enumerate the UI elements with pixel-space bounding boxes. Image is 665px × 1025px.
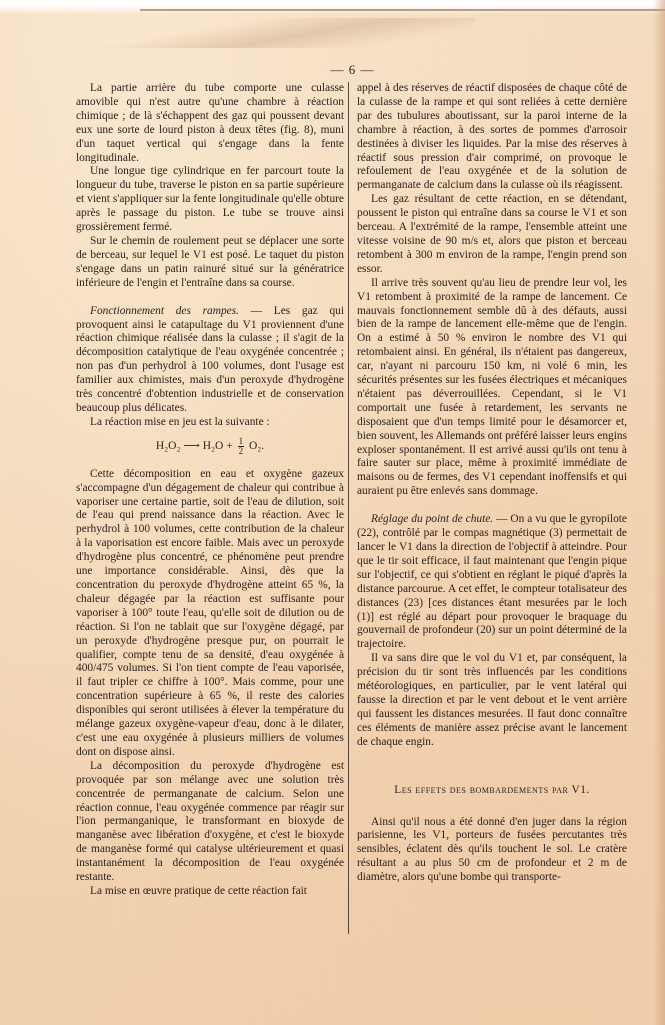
- run-in-heading: Fonctionnement des rampes.: [90, 304, 239, 317]
- fraction: [238, 437, 245, 456]
- equation-rhs-oxygen: O₂.: [248, 439, 265, 452]
- paragraph-body: — On a vu que le gyropilote (22), contrôlé par le compas magnétique (3) permettait de lancer le V1 dans la direction de l'objectif à atteindre. Pour que le tir soit efficace, il faut maintenant que l'engin pique sur l'objectif, ce qui s'obtient en réglant le piqué d'après la distance parcourue. A cet effet, le compteur totalisateur des distances (23) [ces distances étant mesurées par le loch (1)] est réglé au départ pour provoquer le braquage du gouvernail de profondeur (20) sur un point déterminé de la trajectoire.: [357, 513, 627, 651]
- equation-lhs: H₂O₂: [155, 439, 181, 452]
- paragraph: Une longue tige cylindrique en fer parcourt toute la longueur du tube, traverse le piston en sa partie supérieure et vient s'appliquer sur la fente longitudinale qu'elle obture après le passage du piston. Le tube se trouve ainsi grossièrement fermé.: [76, 165, 344, 234]
- chemical-equation: [76, 437, 344, 456]
- column-divider: [348, 82, 349, 934]
- run-in-heading: Réglage du point de chute.: [371, 513, 494, 526]
- paragraph: Cette décomposition en eau et oxygène gazeux s'accompagne d'un dégagement de chaleur qui contribue à vaporiser une certaine partie, soit de l'eau de dilution, soit de l'eau qui prend naissance dans la réaction. Avec le perhydrol à 100 volumes, cette contribution de la chaleur à la vaporisation est encore faible. Mais avec un peroxyde d'hydrogène plus concentré, ce phénomène peut prendre une importance considérable. Ainsi, dès que la concentration du peroxyde d'hydrogène atteint 65 %, la chaleur dégagée par la réaction est suffisante pour vaporiser à 100° toute l'eau, qu'elle soit de dilution ou de réaction. Si l'on ne tablait que sur l'oxygène dégagé, par un peroxyde d'hydrogène presque pur, on pourrait le qualifier, compte tenu de sa densité, d'eau oxygénée à 400/475 volumes. Si l'on tient compte de l'eau vaporisée, il faut tripler ce chiffre à 100°. Mais comme, pour une concentration supérieure à 65 %, il reste des calories disponibles qui seront utilisées à élever la température du mélange gazeux oxygène-vapeur d'eau, donc à le dilater, c'est une eau oxygénée à plusieurs milliers de volumes dont on dispose ainsi.: [76, 467, 344, 758]
- paper-fold-shadow: [95, 18, 475, 48]
- section-heading: Les effets des bombardements par V1.: [394, 783, 590, 796]
- paragraph: La réaction mise en jeu est la suivante :: [90, 415, 270, 428]
- page-top-edge: [0, 0, 665, 14]
- paragraph: Sur le chemin de roulement peut se déplacer une sorte de berceau, sur lequel le V1 est posé. Le taquet du piston s'engage dans un patin rainuré situé sur la génératrice inférieure de l'engin et l'entraîne dans sa course.: [76, 234, 344, 289]
- paragraph: Il arrive très souvent qu'au lieu de prendre leur vol, les V1 retombent à proximité de la rampe de lancement. Ce mauvais fonctionnement semble dû à des défauts, aussi bien de la rampe de lancement elle-même que de l'engin. On a estimé à 50 % environ le nombre des V1 qui retombaient ainsi. En général, ils n'étaient pas dangereux, car, n'ayant ni parcouru 150 km, ni volé 6 min, les sécurités présentes sur les fusées électriques et mécaniques n'étaient pas déverrouillées. Cependant, si le V1 comportait une fusée à retardement, les servants ne disposaient que d'un temps limité pour le désamorcer et, bien souvent, les Allemands ont préféré laisser leurs engins exploser spontanément. Il est arrivé aussi qu'ils ont tenu à faire sauter sur place, même à proximité immédiate de maisons ou de fermes, des V1 cependant inoffensifs et qui auraient pu être enlevés sans dommage.: [357, 276, 627, 498]
- paragraph-reglage: [357, 513, 627, 652]
- equation-rhs: H₂O +: [202, 439, 233, 452]
- paragraph: Ainsi qu'il nous a été donné d'en juger dans la région parisienne, les V1, porteurs de fusées percutantes très sensibles, éclatent dès qu'ils touchent le sol. Le cratère résultant a au plus 50 cm de profondeur et 2 m de diamètre, alors qu'une bombe qui transporte-: [357, 815, 627, 884]
- paragraph-rampes: [76, 305, 344, 416]
- paragraph: Il va sans dire que le vol du V1 et, par conséquent, la précision du tir sont très influencés par les conditions météorologiques, en particulier, par le vent latéral qui fausse la direction et par le vent debout et le vent arrière qui faussent les distances mesurées. Il faut donc connaître ces éléments de manière assez précise avant le lancement de chaque engin.: [357, 652, 627, 748]
- paragraph-body: — Les gaz qui provoquent ainsi le catapultage du V1 proviennent d'une réaction chimique réalisée dans la culasse ; il s'agit de la décomposition catalytique de l'eau oxygénée concentrée ; non pas d'un perhydrol à 100 volumes, dont l'usage est familier aux chimistes, mais d'un peroxyde d'hydrogène très concentré d'obtention industrielle et de conservation beaucoup plus délicates.: [76, 304, 344, 414]
- fraction-numerator: 1: [238, 435, 244, 446]
- right-column: [357, 82, 627, 885]
- fraction-denominator: 2: [238, 445, 244, 456]
- paragraph: Les gaz résultant de cette réaction, en se détendant, poussent le piston qui entraîne dans sa course le V1 et son berceau. A l'extrémité de la rampe, l'ensemble atteint une vitesse voisine de 90 m/s et, alors que piston et berceau retombent à 300 m environ de la rampe, l'engin prend son essor.: [357, 193, 627, 275]
- equation-arrow: ⟶: [183, 439, 200, 452]
- page-number: — 6 —: [330, 62, 375, 77]
- left-column: [76, 82, 344, 899]
- paragraph: La décomposition du peroxyde d'hydrogène est provoquée par son mélange avec une solution très concentrée de permanganate de calcium. Selon une réaction connue, l'eau oxygénée commence par réagir sur l'ion permanganique, le transformant en bioxyde de manganèse avec libération d'oxygène, et c'est le bioxyde de manganèse formé qui catalyse ultérieurement et quasi instantanément la décomposition de l'eau oxygénée restante.: [76, 759, 344, 884]
- paragraph: La mise en œuvre pratique de cette réaction fait: [90, 884, 307, 897]
- paragraph: appel à des réserves de réactif disposées de chaque côté de la culasse de la rampe et qui sont reliées à cette dernière par des tubulures aboutissant, sur la paroi interne de la chambre à réaction, à des sortes de pommes d'arrosoir destinées à diviser les liquides. Par la mise des réserves à réactif sous pression d'air comprimé, on provoque le refoulement de l'eau oxygénée et de la solution de permanganate de calcium dans la culasse où ils réagissent.: [357, 82, 627, 192]
- page-right-edge: [653, 0, 665, 1025]
- paragraph: La partie arrière du tube comporte une culasse amovible qui n'est autre qu'une chambre à réaction chimique ; de là s'échappent des gaz qui poussent devant eux une sorte de lourd piston à deux têtes (fig. 8), muni d'un taquet vertical qui s'engage dans la fente longitudinale.: [76, 82, 344, 164]
